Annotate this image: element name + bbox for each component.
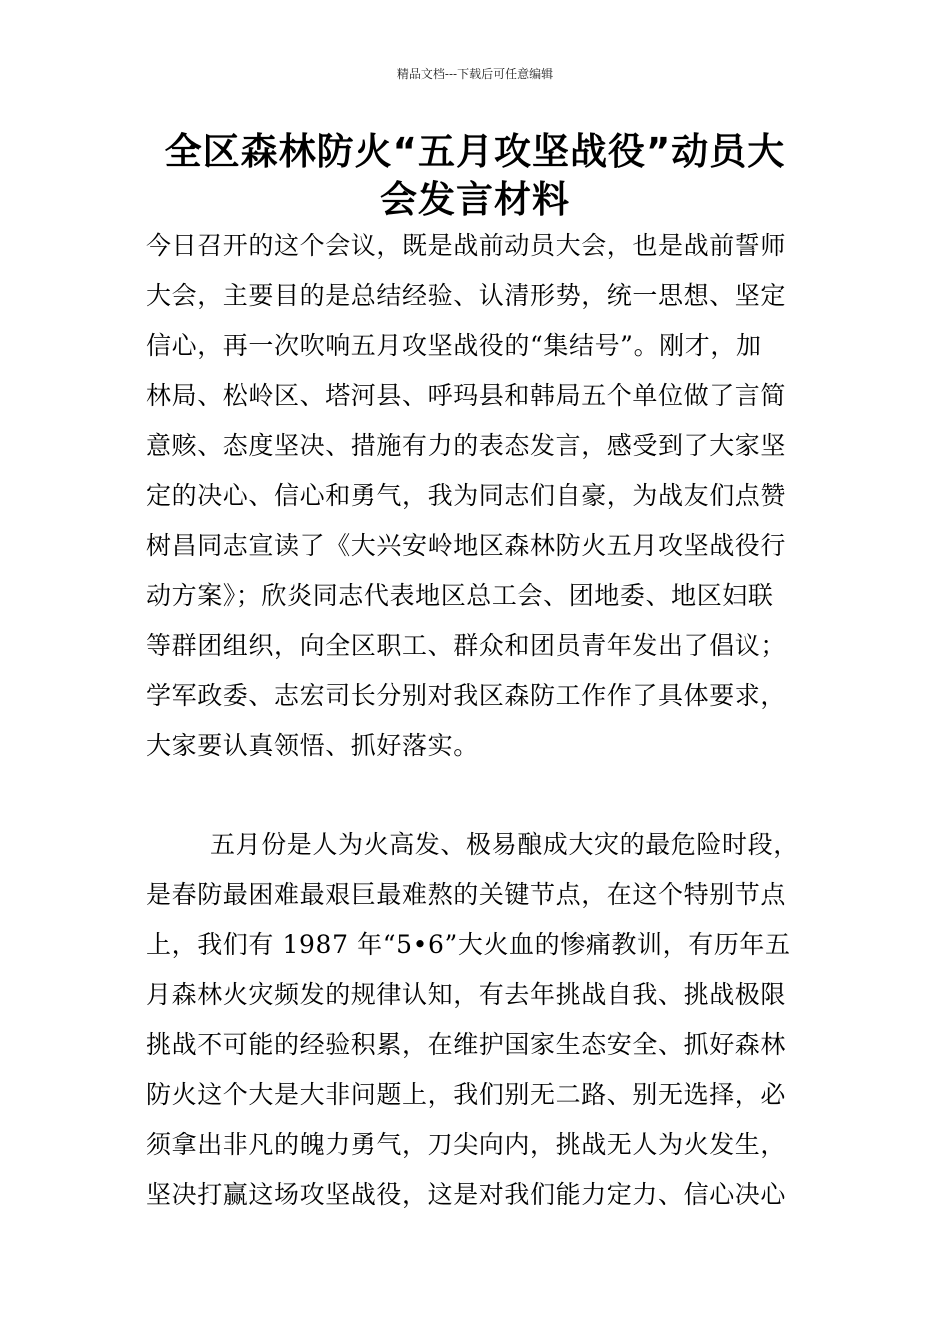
text-line: 定的决心、信心和勇气，我为同志们自豪，为战友们点赞 xyxy=(146,481,787,510)
text-line: 大会，主要目的是总结经验、认清形势，统一思想、坚定 xyxy=(146,281,787,310)
text-line: 树昌同志宣读了《大兴安岭地区森林防火五月攻坚战役行 xyxy=(146,531,787,560)
text-line: 意赅、态度坚决、措施有力的表态发言，感受到了大家坚 xyxy=(146,431,787,460)
text-line: 信心，再一次吹响五月攻坚战役的“集结号”。刚才，加 xyxy=(146,331,762,360)
title-line-2: 会发言材料 xyxy=(380,178,570,221)
text-line: 林局、松岭区、塔河县、呼玛县和韩局五个单位做了言简 xyxy=(146,381,787,410)
text-line: 坚决打赢这场攻坚战役，这是对我们能力定力、信心决心 xyxy=(146,1180,787,1209)
text-line: 大家要认真领悟、抓好落实。 xyxy=(146,731,479,760)
page-header: 精品文档---下载后可任意编辑 xyxy=(396,67,554,81)
document-title xyxy=(140,128,810,224)
text-line: 须拿出非凡的魄力勇气，刀尖向内，挑战无人为火发生， xyxy=(146,1130,787,1159)
text-line: 挑战不可能的经验积累，在维护国家生态安全、抓好森林 xyxy=(146,1030,787,1059)
text-line: 上，我们有 1987 年“5•6”大火血的惨痛教训，有历年五 xyxy=(146,930,791,959)
text-line: 五月份是人为火高发、极易酿成大灾的最危险时段， xyxy=(210,830,799,859)
text-line: 动方案》；欣炎同志代表地区总工会、团地委、地区妇联 xyxy=(146,581,774,610)
text-line: 月森林火灾频发的规律认知，有去年挑战自我、挑战极限 xyxy=(146,980,787,1009)
text-line: 是春防最困难最艰巨最难熬的关键节点，在这个特别节点 xyxy=(146,880,787,909)
text-line: 学军政委、志宏司长分别对我区森防工作作了具体要求， xyxy=(146,681,787,710)
text-line: 今日召开的这个会议，既是战前动员大会，也是战前誓师 xyxy=(146,231,787,260)
text-line: 等群团组织，向全区职工、群众和团员青年发出了倡议； xyxy=(146,631,787,660)
text-line: 防火这个大是大非问题上，我们别无二路、别无选择，必 xyxy=(146,1080,787,1109)
title-line-1: 全区森林防火“五月攻坚战役”动员大 xyxy=(164,130,786,173)
